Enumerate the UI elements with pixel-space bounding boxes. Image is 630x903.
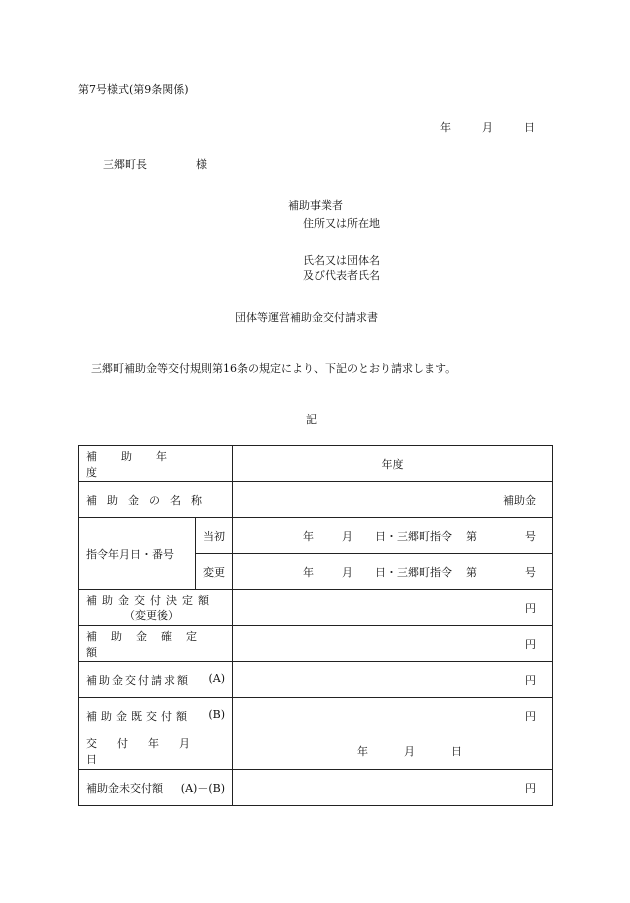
applicant-name-label-2: 及び代表者氏名 — [303, 269, 380, 282]
subsidy-year-label — [86, 448, 225, 480]
table-row-confirmed-amount — [79, 626, 553, 662]
directive-initial-year: 年 — [303, 529, 314, 543]
directive-initial-go: 号 — [525, 529, 536, 543]
date-header-year: 年 — [440, 121, 451, 134]
unpaid-amount-label-cell — [79, 770, 233, 806]
unpaid-amount-label — [86, 780, 225, 796]
applicant-name-label-1: 氏名又は団体名 — [303, 254, 380, 267]
payment-date-dateline — [233, 743, 552, 759]
payment-date-year: 年 — [357, 745, 368, 759]
directive-change-daytext: 日・三郷町指令 — [375, 565, 452, 579]
table-row-subsidy-year — [79, 446, 553, 482]
already-paid-value: 円 — [233, 698, 553, 734]
directive-initial-label: 当初 — [196, 518, 233, 554]
payment-date-month: 月 — [404, 745, 415, 759]
date-header — [440, 119, 535, 135]
directive-initial-month: 月 — [342, 529, 353, 543]
table-row-unpaid-amount — [79, 770, 553, 806]
directive-initial-value — [233, 518, 553, 554]
payment-date-label: 交付年月日 — [86, 737, 210, 767]
addressee-name: 三郷町長 — [103, 158, 147, 171]
grant-decision-label-cell — [79, 590, 233, 626]
form-number: 第7号様式(第9条関係) — [78, 83, 189, 96]
table-row-directive-initial — [79, 518, 553, 554]
body-text: 三郷町補助金等交付規則第16条の規定により、下記のとおり請求します。 — [91, 362, 457, 375]
request-amount-label-suffix: (A) — [208, 671, 225, 685]
request-table — [78, 445, 553, 806]
table-row-request-amount — [79, 662, 553, 698]
directive-change-year: 年 — [303, 565, 314, 579]
subsidy-year-label-cell — [79, 446, 233, 482]
unpaid-amount-value: 円 — [233, 770, 553, 806]
applicant-address-label: 住所又は所在地 — [303, 217, 380, 230]
directive-change-dai: 第 — [466, 565, 477, 579]
subsidy-year-label-text: 補助年度 — [86, 449, 191, 479]
request-amount-value: 円 — [233, 662, 553, 698]
applicant-heading: 補助事業者 — [288, 199, 343, 212]
addressee-honorific: 様 — [196, 158, 207, 171]
request-amount-label — [86, 672, 225, 688]
confirmed-amount-label-cell — [79, 626, 233, 662]
directive-change-dateline — [233, 564, 552, 580]
grant-decision-label-2: （変更後） — [124, 608, 179, 622]
directive-initial-dateline — [233, 528, 552, 544]
addressee — [103, 156, 147, 172]
directive-change-go: 号 — [525, 565, 536, 579]
date-header-day: 日 — [524, 121, 535, 134]
directive-initial-dai: 第 — [466, 529, 477, 543]
subsidy-name-label-cell — [79, 482, 233, 518]
directive-change-label: 変更 — [196, 554, 233, 590]
payment-date-value — [233, 734, 553, 770]
confirmed-amount-value: 円 — [233, 626, 553, 662]
request-amount-label-cell — [79, 662, 233, 698]
document-title: 団体等運営補助金交付請求書 — [235, 311, 378, 324]
grant-decision-label-1: 補助金交付決定額 — [86, 593, 214, 607]
unpaid-amount-label-suffix: (A)－(B) — [180, 781, 225, 795]
ki-label: 記 — [306, 413, 317, 426]
table-row-payment-date — [79, 734, 553, 770]
directive-label: 指令年月日・番号 — [79, 518, 196, 590]
request-amount-label-main: 補助金交付請求額 — [86, 673, 190, 687]
payment-date-day: 日 — [451, 745, 462, 759]
date-header-month: 月 — [482, 121, 493, 134]
directive-initial-daytext: 日・三郷町指令 — [375, 529, 452, 543]
subsidy-name-value: 補助金 — [233, 482, 553, 518]
unpaid-amount-label-main: 補助金未交付額 — [86, 781, 163, 795]
grant-decision-value: 円 — [233, 590, 553, 626]
confirmed-amount-label: 補助金確定額 — [86, 629, 211, 659]
already-paid-label — [86, 708, 225, 724]
subsidy-year-value: 年度 — [233, 446, 553, 482]
directive-change-value — [233, 554, 553, 590]
table-row-grant-decision — [79, 590, 553, 626]
payment-date-label-cell — [79, 734, 233, 770]
table-row-already-paid — [79, 698, 553, 734]
already-paid-label-main: 補助金既交付額 — [86, 709, 191, 723]
subsidy-name-label: 補助金の名称 — [86, 493, 212, 507]
already-paid-label-suffix: (B) — [208, 707, 225, 721]
already-paid-label-cell — [79, 698, 233, 734]
table-row-subsidy-name — [79, 482, 553, 518]
directive-change-month: 月 — [342, 565, 353, 579]
